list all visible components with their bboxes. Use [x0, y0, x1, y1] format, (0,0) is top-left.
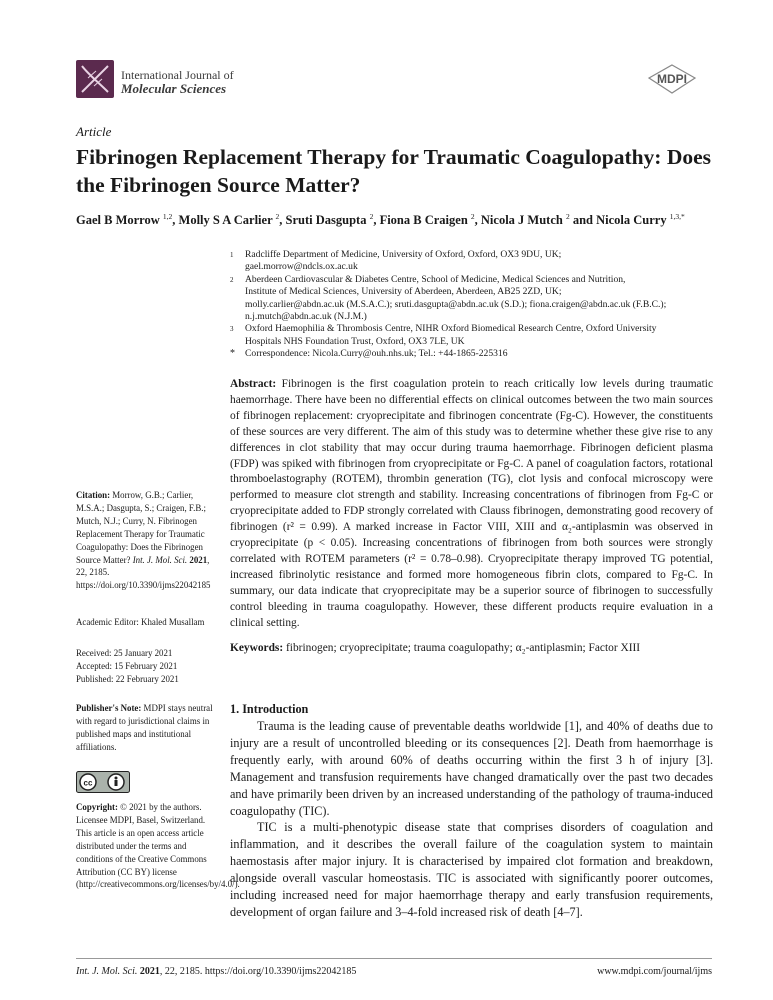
- section-heading-introduction: 1. Introduction: [230, 702, 309, 716]
- affiliation-line: Radcliffe Department of Medicine, University of Oxford, Oxford, OX3 9DU, UK;: [245, 249, 562, 260]
- abstract-text: Fibrinogen is the first coagulation protein to reach critically low levels during traumatic haemorrhage. There have been no differential effects on clinical outcomes between the two main sources of fibrinogen replacement: cryoprecipitate and fibrinogen concentrate (Fg-C). However, the constituents of these sources are very different. The aim of this study was to determine whether these give rise to any differences in clot stability that may occur during trauma haemorrhage. Fibrinogen deficient plasma (FDP) was spiked with fibrinogen from cryoprecipitate or Fg-C. A panel of coagulation factors, rotational thromboelastography (ROTEM), thrombin generation (TG), clot lysis and confocal microscopy were performed to measure clot strength and stability. Increasing concentrations of fibrinogen from Fg-C or cryoprecipitate added to FDP strongly correlated with Clauss fibrinogen, demonstrating good recovery of fibrinogen (r² = 0.99). A marked increase in Factor VIII, XIII and α₂-antiplasmin was observed in cryoprecipitate (p < 0.05). Increasing concentrations of fibrinogen from both sources were strongly correlated with ROTEM parameters (r² = 0.78–0.98). Cryoprecipitate therapy improved TG potential, increased fibrinolytic resistance and formed more homogeneous fibrin clots, compared to Fg-C. In summary, our data indicate that cryoprecipitate may be a superior source of fibrinogen to successfully control bleeding in trauma coagulopathy. However, these different products require evaluation in a clinical setting.: [230, 378, 713, 629]
- author-name: Nicola J Mutch: [480, 213, 566, 228]
- affiliation-item: [230, 348, 710, 360]
- affiliation-line: gael.morrow@ndcls.ox.ac.uk: [245, 261, 358, 273]
- copyright-text: © 2021 by the authors. Licensee MDPI, Basel, Switzerland. This article is an open access article distributed under the terms and conditions of the Creative Commons Attribution (CC BY) license (http://creativecommons.org/licenses/by/4.0/).: [76, 802, 240, 890]
- author-affiliation-marker: 1,2: [162, 212, 173, 221]
- received-date: Received: 25 January 2021: [76, 648, 173, 658]
- citation-text: Morrow, G.B.; Carlier, M.S.A.; Dasgupta, S.; Craigen, F.B.; Mutch, N.J.; Curry, N. Fibrinogen Replacement Therapy for Traumatic Coagulopathy: Does the Fibrinogen Source Matter?: [76, 490, 206, 565]
- author-affiliation-marker: 2: [369, 212, 374, 221]
- author-name: Molly S A Carlier: [178, 213, 276, 228]
- svg-text:cc: cc: [83, 778, 93, 788]
- keywords: [230, 641, 713, 657]
- introduction-body: [230, 718, 713, 921]
- footer-year: 2021: [139, 966, 160, 977]
- intro-paragraph: TIC is a multi-phenotypic disease state that comprises disorders of coagulation and inflammation, and it describes the overall failure of the coagulation system to maintain haemostasis after major injury. It is characterised by impaired clot formation and breakdown, alongside overall vascular homeostasis. TIC is associated with significantly poorer outcomes, including increased need for major haemorrhage therapy and early transfusion requirements, development of organ failure and 3–4-fold increased risk of death [4–7].: [230, 820, 713, 919]
- abstract: [230, 377, 713, 632]
- footer-citation: [76, 966, 356, 977]
- article-type: Article: [76, 124, 112, 139]
- abstract-label: Abstract:: [230, 378, 277, 390]
- cc-by-license-icon[interactable]: [76, 771, 130, 793]
- dates: [76, 647, 216, 686]
- author-name: Sruti Dasgupta: [285, 213, 370, 228]
- affiliation-marker: 3: [230, 325, 234, 334]
- author-name: Nicola Curry: [596, 213, 670, 228]
- author-affiliation-marker: 2: [275, 212, 280, 221]
- citation-year: 2021: [189, 554, 208, 565]
- citation-journal: Int. J. Mol. Sci.: [132, 554, 188, 565]
- author-name: Fiona B Craigen: [379, 213, 471, 228]
- affiliation-marker: 2: [230, 275, 234, 284]
- copyright: [76, 801, 240, 891]
- footer-divider: [76, 958, 712, 959]
- footer-doi[interactable]: , 22, 2185. https://doi.org/10.3390/ijms22042185: [159, 966, 357, 977]
- journal-name-line2: Molecular Sciences: [121, 81, 227, 96]
- author-list: Gael B Morrow $^{1,2}$, Molly S A Carlier $^2$, Sruti Dasgupta $^2$, Fiona B Craigen $^2$, Nicola J Mutch $^2$ and Nicola Curry $^{1,3,*}$: [76, 212, 685, 228]
- publisher-note-label: Publisher's Note:: [76, 703, 142, 713]
- mdpi-logo-text: MDPI: [657, 72, 687, 86]
- journal-name: [121, 68, 234, 96]
- published-date: Published: 22 February 2021: [76, 673, 179, 684]
- mdpi-logo: [646, 64, 698, 94]
- affiliation-line: n.j.mutch@abdn.ac.uk (N.J.M.): [245, 311, 367, 323]
- footer-journal-url[interactable]: www.mdpi.com/journal/ijms: [597, 966, 712, 977]
- author-name: Gael B Morrow: [76, 213, 163, 228]
- affiliation-line: Correspondence: Nicola.Curry@ouh.nhs.uk; Tel.: +44-1865-225316: [245, 348, 508, 360]
- keywords-label: Keywords:: [230, 642, 284, 654]
- copyright-label: Copyright:: [76, 802, 118, 812]
- affiliation-item: [230, 249, 710, 274]
- affiliations: [230, 249, 710, 361]
- affiliation-line: Hospitals NHS Foundation Trust, Oxford, OX3 7LE, UK: [245, 335, 465, 347]
- intro-paragraph: Trauma is the leading cause of preventable deaths worldwide [1], and 40% of deaths due to injury are a result of uncontrolled bleeding or its consequences [2]. Death from haemorrhage is frequently early, with around 60% of deaths occurring within the first 3 h of injury [3]. Management and transfusion requirements have changed dramatically over the past two decades and have primarily been driven by an increased understanding of the pathology of trauma-induced coagulopathy (TIC).: [230, 719, 713, 818]
- affiliation-line: Institute of Medical Sciences, University of Aberdeen, Aberdeen, AB25 2ZD, UK;: [245, 286, 562, 298]
- citation-label: Citation:: [76, 490, 111, 500]
- affiliation-item: [230, 323, 710, 348]
- author-affiliation-marker: 2: [470, 212, 475, 221]
- keywords-text: fibrinogen; cryoprecipitate; trauma coagulopathy; α₂-antiplasmin; Factor XIII: [286, 642, 641, 654]
- affiliation-marker: *: [230, 348, 235, 360]
- affiliation-line: Oxford Haemophilia & Thrombosis Centre, NIHR Oxford Biomedical Research Centre, Oxford University: [245, 323, 657, 335]
- accepted-date: Accepted: 15 February 2021: [76, 660, 178, 671]
- citation-block: [76, 489, 216, 592]
- footer-journal: Int. J. Mol. Sci.: [76, 966, 138, 977]
- author-affiliation-marker: 1,3,*: [669, 212, 685, 221]
- author-affiliation-marker: 2: [565, 212, 570, 221]
- affiliation-line: molly.carlier@abdn.ac.uk (M.S.A.C.); sruti.dasgupta@abdn.ac.uk (S.D.); fiona.craigen@abdn.ac.uk (F.B.C.);: [245, 298, 667, 310]
- publisher-note: [76, 702, 216, 754]
- journal-logo: [76, 60, 114, 98]
- affiliation-line: Aberdeen Cardiovascular & Diabetes Centre, School of Medicine, Medical Sciences and Nutrition,: [245, 273, 626, 285]
- journal-name-line1: International Journal of: [121, 68, 234, 82]
- publisher-note-text: MDPI stays neutral with regard to jurisdictional claims in published maps and institutional affiliations.: [76, 703, 213, 752]
- dna-helix-logo-icon: [76, 60, 114, 98]
- affiliation-item: [230, 274, 710, 324]
- affiliation-marker: 1: [230, 251, 234, 259]
- academic-editor: Academic Editor: Khaled Musallam: [76, 617, 205, 627]
- citation-volume[interactable]: , 22, 2185. https://doi.org/10.3390/ijms22042185: [76, 554, 211, 591]
- page-title: Fibrinogen Replacement Therapy for Traumatic Coagulopathy: Does the Fibrinogen Source Matter?: [76, 145, 712, 197]
- mdpi-logo-icon: [646, 64, 698, 94]
